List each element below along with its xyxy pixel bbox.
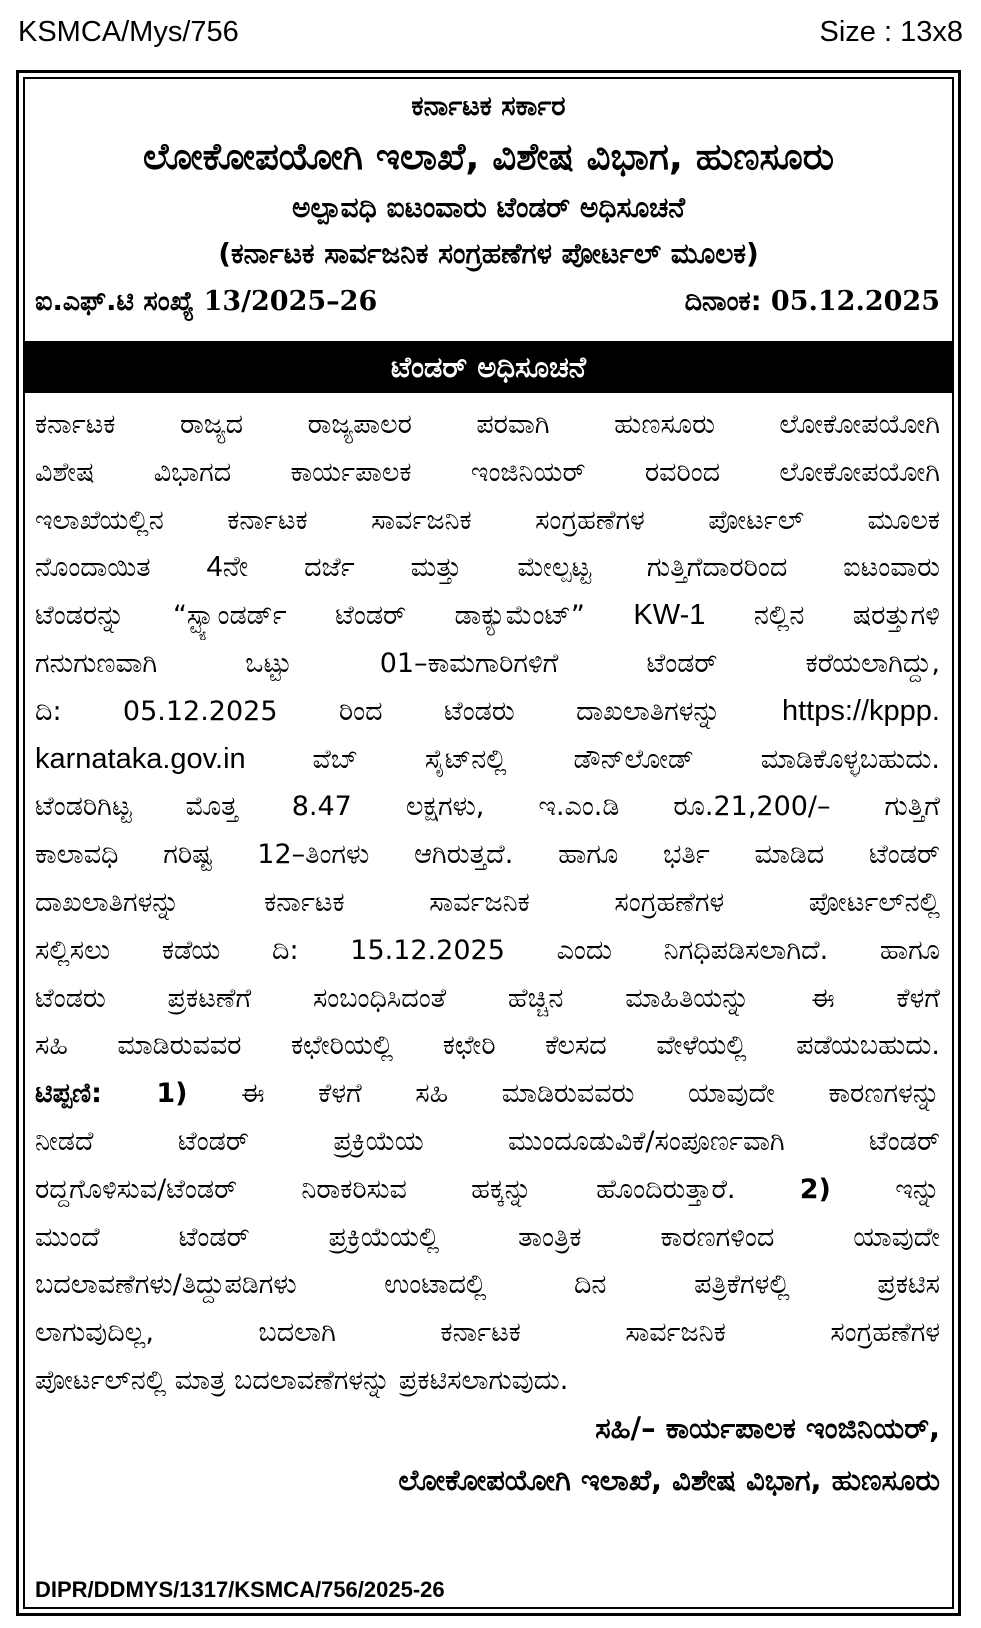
note-number: 2) bbox=[799, 1173, 831, 1205]
date-label: ದಿನಾಂಕ: bbox=[684, 286, 762, 317]
notice-date: 05.12.2025 bbox=[770, 286, 940, 317]
date-group bbox=[685, 286, 940, 318]
body-line bbox=[35, 688, 940, 736]
notice-body bbox=[35, 401, 940, 1405]
release-ref: KSMCA/Mys/756 bbox=[18, 15, 239, 48]
body-line: ಬದಲಾವಣೆಗಳು/ತಿದ್ದುಪಡಿಗಳು ಉಂಟಾದಲ್ಲಿ ದಿನ ಪತ್ರಿಕೆಗಳಲ್ಲಿ ಪ್ರಕಟಿಸ bbox=[35, 1269, 940, 1301]
ift-date-row bbox=[35, 286, 940, 318]
body-line: ಲಾಗುವುದಿಲ್ಲ, ಬದಲಾಗಿ ಕರ್ನಾಟಕ ಸಾರ್ವಜನಿಕ ಸಂಗ್ರಹಣೆಗಳ bbox=[35, 1317, 940, 1349]
contractor-class: 4ನೇ bbox=[206, 551, 249, 584]
body-line bbox=[35, 592, 940, 640]
notice-type: ಅಲ್ಪಾವಧಿ ಐಟಂವಾರು ಟೆಂಡರ್ ಅಧಿಸೂಚನೆ bbox=[292, 191, 685, 224]
body-text: ಈ ಕೆಳಗೆ ಸಹಿ ಮಾಡಿರುವವರು ಯಾವುದೇ ಕಾರಣಗಳನ್ನು bbox=[241, 1078, 940, 1110]
notice-inner-border bbox=[23, 77, 954, 1609]
body-line: ಇಲಾಖೆಯಲ್ಲಿನ ಕರ್ನಾಟಕ ಸಾರ್ವಜನಿಕ ಸಂಗ್ರಹಣೆಗಳ ಪೋರ್ಟಲ್ ಮೂಲಕ bbox=[35, 504, 940, 536]
body-line bbox=[35, 1166, 940, 1214]
notice-frame bbox=[16, 70, 961, 1616]
portal-url-part2: karnataka.gov.in bbox=[35, 742, 246, 775]
document-code: KW-1 bbox=[633, 599, 706, 632]
govt-title: ಕರ್ನಾಟಕ ಸರ್ಕಾರ bbox=[411, 91, 566, 122]
body-line bbox=[35, 544, 940, 592]
body-line: ದಾಖಲಾತಿಗಳನ್ನು ಕರ್ನಾಟಕ ಸಾರ್ವಜನಿಕ ಸಂಗ್ರಹಣೆಗಳ ಪೋರ್ಟಲ್‌ನಲ್ಲಿ bbox=[35, 886, 940, 918]
signature-line-2: ಲೋಕೋಪಯೋಗಿ ಇಲಾಖೆ, ವಿಶೇಷ ವಿಭಾಗ, ಹುಣಸೂರು bbox=[398, 1463, 940, 1497]
body-text: ದರ್ಜೆ ಮತ್ತು ಮೇಲ್ಪಟ್ಟ ಗುತ್ತಿಗೆದಾರರಿಂದ ಐಟಂವಾರು bbox=[304, 552, 940, 584]
ift-number-group bbox=[35, 286, 377, 318]
body-line: ನೀಡದೆ ಟೆಂಡರ್ ಪ್ರಕ್ರಿಯೆಯ ಮುಂದೂಡುವಿಕೆ/ಸಂಪೂರ್ಣವಾಗಿ ಟೆಂಡರ್ bbox=[35, 1125, 940, 1157]
ift-label: ಐ.ಎಫ್.ಟಿ ಸಂಖ್ಯೆ bbox=[35, 286, 195, 317]
body-text: ದಿ: 05.12.2025 ರಿಂದ ಟೆಂಡರು ದಾಖಲಾತಿಗಳನ್ನು bbox=[35, 695, 721, 727]
body-line: ಗನುಗುಣವಾಗಿ ಒಟ್ಟು 01–ಕಾಮಗಾರಿಗಳಿಗೆ ಟೆಂಡರ್ ಕರೆಯಲಾಗಿದ್ದು, bbox=[35, 647, 940, 679]
dipr-code: DIPR/DDMYS/1317/KSMCA/756/2025-26 bbox=[35, 1577, 445, 1602]
ad-size: Size : 13x8 bbox=[819, 15, 963, 48]
body-line: ಸಹಿ ಮಾಡಿರುವವರ ಕಛೇರಿಯಲ್ಲಿ ಕಛೇರಿ ಕೆಲಸದ ವೇಳೆಯಲ್ಲಿ ಪಡೆಯಬಹುದು. bbox=[35, 1030, 940, 1062]
body-line: ಸಲ್ಲಿಸಲು ಕಡೆಯ ದಿ: 15.12.2025 ಎಂದು ನಿಗಧಿಪಡಿಸಲಾಗಿದೆ. ಹಾಗೂ bbox=[35, 934, 940, 966]
portal-url-part1: https://kppp. bbox=[782, 694, 940, 727]
body-line: ಟೆಂಡರಿಗಿಟ್ಟ ಮೊತ್ತ 8.47 ಲಕ್ಷಗಳು, ಇ.ಎಂ.ಡಿ ರೂ.21,200/– ಗುತ್ತಿಗೆ bbox=[35, 791, 940, 823]
body-line: ಟೆಂಡರು ಪ್ರಕಟಣೆಗೆ ಸಂಬಂಧಿಸಿದಂತೆ ಹೆಚ್ಚಿನ ಮಾಹಿತಿಯನ್ನು ಈ ಕೆಳಗೆ bbox=[35, 982, 940, 1014]
body-text: ಟೆಂಡರನ್ನು “ಸ್ಟ್ಯಾಂಡರ್ಡ್ ಟೆಂಡರ್ ಡಾಕ್ಯುಮೆಂಟ್” bbox=[35, 600, 585, 632]
body-line: ವಿಶೇಷ ವಿಭಾಗದ ಕಾರ್ಯಪಾಲಕ ಇಂಜಿನಿಯರ್ ರವರಿಂದ ಲೋಕೋಪಯೋಗಿ bbox=[35, 456, 940, 488]
signature-line-1: ಸಹಿ/– ಕಾರ್ಯಪಾಲಕ ಇಂಜಿನಿಯರ್, bbox=[595, 1411, 940, 1445]
body-line: ಕರ್ನಾಟಕ ರಾಜ್ಯದ ರಾಜ್ಯಪಾಲರ ಪರವಾಗಿ ಹುಣಸೂರು ಲೋಕೋಪಯೋಗಿ bbox=[35, 409, 940, 440]
dept-title: ಲೋಕೋಪಯೋಗಿ ಇಲಾಖೆ, ವಿಶೇಷ ವಿಭಾಗ, ಹುಣಸೂರು bbox=[142, 135, 835, 178]
body-line bbox=[35, 1070, 940, 1118]
note-label: ಟಿಪ್ಪಣಿ: 1) bbox=[35, 1078, 188, 1110]
body-line: ಕಾಲಾವಧಿ ಗರಿಷ್ಟ 12–ತಿಂಗಳು ಆಗಿರುತ್ತದೆ. ಹಾಗೂ ಭರ್ತಿ ಮಾಡಿದ ಟೆಂಡರ್ bbox=[35, 839, 940, 871]
body-text: ನಲ್ಲಿನ ಷರತ್ತುಗಳಿ bbox=[753, 600, 940, 632]
top-line bbox=[18, 14, 963, 50]
body-text: ಇನ್ನು bbox=[895, 1173, 940, 1205]
ift-number: 13/2025–26 bbox=[203, 286, 378, 317]
body-line bbox=[35, 736, 940, 784]
body-text: ನೊಂದಾಯಿತ bbox=[35, 552, 151, 584]
body-text: ವೆಬ್ ಸೈಟ್‌ನಲ್ಲಿ ಡೌನ್‌ಲೋಡ್ ಮಾಡಿಕೊಳ್ಳಬಹುದು. bbox=[312, 743, 940, 775]
portal-line: (ಕರ್ನಾಟಕ ಸಾರ್ವಜನಿಕ ಸಂಗ್ರಹಣೆಗಳ ಪೋರ್ಟಲ್ ಮೂಲಕ) bbox=[218, 237, 759, 270]
body-line: ಪೋರ್ಟಲ್‌ನಲ್ಲಿ ಮಾತ್ರ ಬದಲಾವಣೆಗಳನ್ನು ಪ್ರಕಟಿಸಲಾಗುವುದು. bbox=[35, 1364, 569, 1396]
body-text: ರದ್ದಗೊಳಿಸುವ/ಟೆಂಡರ್ ನಿರಾಕರಿಸುವ ಹಕ್ಕನ್ನು ಹೊಂದಿರುತ್ತಾರೆ. bbox=[35, 1173, 736, 1205]
tender-notice-band: ಟೆಂಡರ್ ಅಧಿಸೂಚನೆ bbox=[25, 341, 952, 393]
body-line: ಮುಂದೆ ಟೆಂಡರ್ ಪ್ರಕ್ರಿಯೆಯಲ್ಲಿ ತಾಂತ್ರಿಕ ಕಾರಣಗಳಿಂದ ಯಾವುದೇ bbox=[35, 1221, 940, 1253]
